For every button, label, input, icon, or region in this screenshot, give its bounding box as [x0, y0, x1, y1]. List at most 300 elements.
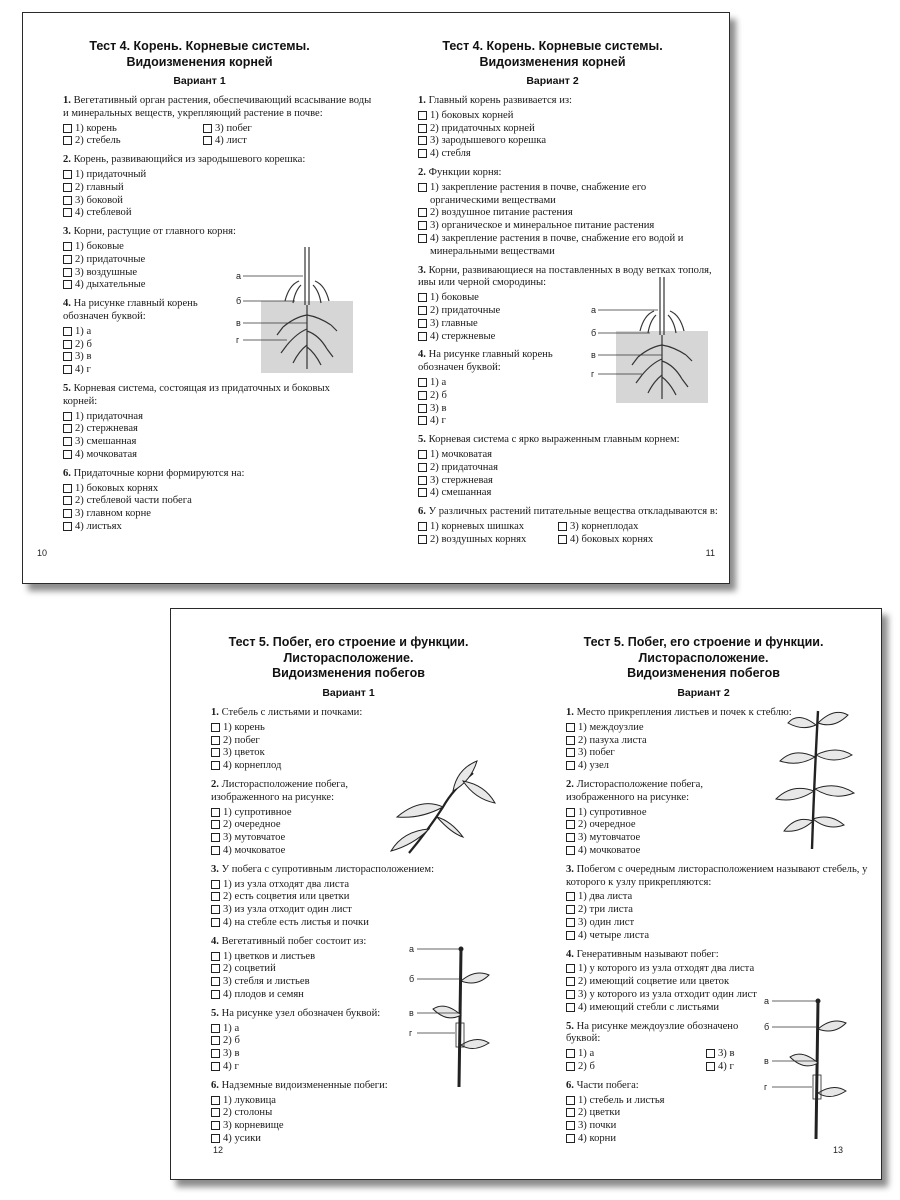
option-4[interactable]: 4) стеблевой [63, 207, 383, 220]
option-4[interactable]: 4) дыхательные [63, 279, 383, 292]
root-system-illustration [235, 245, 365, 375]
checkbox[interactable] [566, 736, 575, 745]
option-2[interactable]: 2) стебель [63, 135, 203, 148]
option-4[interactable]: 4) корни [566, 1133, 871, 1146]
question-number: 1. [418, 95, 426, 106]
option-3[interactable]: 3) в [211, 1048, 521, 1061]
option-3[interactable]: 3) органическое и минеральное питание растения [418, 220, 718, 233]
checkbox[interactable] [418, 234, 427, 243]
option-3[interactable]: 3) из узла отходит один лист [211, 904, 521, 917]
option-4[interactable]: 4) г [706, 1061, 846, 1074]
question-text: На рисунке главный корень обозначен буквой: [63, 298, 198, 322]
option-4[interactable]: 4) плодов и семян [211, 989, 521, 1002]
checkbox[interactable] [203, 124, 212, 133]
page-12 [171, 609, 526, 1179]
option-3[interactable]: 3) смешанная [63, 436, 383, 449]
question-number: 6. [63, 467, 71, 479]
title-line-2: Видоизменения корней [479, 54, 626, 69]
checkbox[interactable] [566, 748, 575, 757]
question-text: Главный корень развивается из: [428, 95, 572, 106]
option-4[interactable]: 4) на стебле есть листья и почки [211, 917, 521, 930]
question-6 [211, 1080, 521, 1146]
title-line-1: Тест 5. Побег, его строение и функции. [228, 635, 469, 649]
checkbox[interactable] [63, 509, 72, 518]
option-2[interactable]: 2) придаточных корней [418, 123, 718, 136]
checkbox[interactable] [418, 319, 427, 328]
checkbox[interactable] [211, 833, 220, 842]
option-1[interactable]: 1) боковые [418, 292, 718, 305]
checkbox[interactable] [566, 808, 575, 817]
checkbox[interactable] [211, 1096, 220, 1105]
checkbox[interactable] [63, 484, 72, 493]
question-6 [63, 468, 383, 534]
checkbox[interactable] [211, 748, 220, 757]
title-line-1: Тест 4. Корень. Корневые системы. [442, 39, 663, 53]
checkbox[interactable] [418, 183, 427, 192]
question-text: Функции корня: [428, 166, 502, 178]
shoot-opposite-leaves-illustration [768, 705, 858, 851]
page-11 [376, 13, 729, 583]
option-3[interactable]: 3) корневище [211, 1120, 521, 1133]
question-text: Вегетативный побег состоит из: [221, 935, 367, 947]
shoot-structure-illustration [762, 993, 880, 1141]
label-g: г [236, 335, 240, 345]
question-number: 6. [566, 1079, 574, 1091]
option-3[interactable]: 3) один лист [566, 917, 871, 930]
question-number: 2. [211, 778, 219, 790]
question-text: Листорасположение побега, изображенного на рисунке: [566, 778, 703, 803]
page-title [526, 635, 881, 682]
checkbox[interactable] [211, 1108, 220, 1117]
option-1[interactable]: 1) а [566, 1048, 706, 1061]
checkbox[interactable] [706, 1049, 715, 1058]
question-text: Корневая система, состоящая из придаточных и боковых корней: [63, 382, 330, 407]
option-2[interactable]: 2) б [211, 1035, 521, 1048]
label-g: г [764, 1082, 768, 1092]
option-4[interactable]: 4) четыре листа [566, 930, 871, 943]
checkbox[interactable] [211, 1024, 220, 1033]
option-2[interactable]: 2) придаточные [418, 305, 718, 318]
option-1[interactable]: 1) цветков и листьев [211, 951, 521, 964]
checkbox[interactable] [418, 111, 427, 120]
checkbox[interactable] [558, 522, 567, 531]
option-1[interactable]: 1) корень [211, 722, 521, 735]
option-1[interactable]: 1) придаточный [63, 169, 383, 182]
checkbox[interactable] [418, 136, 427, 145]
option-4[interactable]: 4) г [211, 1061, 521, 1074]
option-1[interactable]: 1) супротивное [566, 807, 871, 820]
question-2 [63, 154, 383, 220]
checkbox[interactable] [566, 905, 575, 914]
variant-label: Вариант 1 [322, 687, 375, 699]
checkbox[interactable] [418, 416, 427, 425]
option-1[interactable]: 1) два листа [566, 891, 871, 904]
checkbox[interactable] [418, 404, 427, 413]
option-3[interactable]: 3) побег [203, 123, 343, 136]
option-1[interactable]: 1) стебель и листья [566, 1095, 871, 1108]
page-number: 11 [705, 548, 715, 558]
variant-label: Вариант 2 [677, 687, 730, 699]
question-text: Части побега: [576, 1079, 639, 1091]
option-4[interactable]: 4) мочковатое [211, 845, 521, 858]
option-2[interactable]: 2) имеющий соцветие или цветок [566, 976, 871, 989]
label-b: б [764, 1022, 770, 1032]
option-3[interactable]: 3) побег [566, 747, 871, 760]
shoot-alternate-leaves-illustration [381, 759, 501, 859]
page-10 [23, 13, 376, 583]
option-1[interactable]: 1) мочковатая [418, 449, 718, 462]
option-1[interactable]: 1) луковица [211, 1095, 521, 1108]
question-6 [418, 506, 718, 546]
checkbox[interactable] [706, 1062, 715, 1071]
checkbox[interactable] [418, 332, 427, 341]
question-text: На рисунке узел обозначен буквой: [221, 1007, 381, 1019]
option-1[interactable]: 1) корень [63, 123, 203, 136]
checkbox[interactable] [418, 124, 427, 133]
option-2[interactable]: 2) соцветий [211, 963, 521, 976]
checkbox[interactable] [566, 846, 575, 855]
page-number: 12 [213, 1145, 224, 1155]
option-4[interactable]: 4) стержневые [418, 331, 718, 344]
checkbox[interactable] [63, 242, 72, 251]
checkbox[interactable] [566, 931, 575, 940]
title-line-2: Листорасположение. [283, 650, 414, 665]
option-2[interactable]: 2) столоны [211, 1107, 521, 1120]
options [418, 521, 718, 547]
checkbox[interactable] [418, 463, 427, 472]
option-2[interactable]: 2) очередное [566, 819, 871, 832]
checkbox[interactable] [203, 136, 212, 145]
option-4[interactable]: 4) узел [566, 760, 871, 773]
page-number: 13 [832, 1145, 843, 1155]
label-b: б [409, 974, 415, 984]
checkbox[interactable] [211, 1036, 220, 1045]
checkbox[interactable] [566, 977, 575, 986]
label-b: б [591, 328, 597, 338]
checkbox[interactable] [211, 736, 220, 745]
checkbox[interactable] [211, 1049, 220, 1058]
page-title [171, 635, 526, 682]
option-3[interactable]: 3) мутовчатое [566, 832, 871, 845]
question-number: 5. [63, 382, 71, 394]
question-number: 3. [211, 863, 219, 875]
option-1[interactable]: 1) из узла отходят два листа [211, 879, 521, 892]
option-1[interactable]: 1) а [63, 326, 383, 339]
checkbox[interactable] [418, 378, 427, 387]
checkbox[interactable] [63, 136, 72, 145]
checkbox[interactable] [211, 808, 220, 817]
checkbox[interactable] [418, 522, 427, 531]
question-number: 3. [418, 264, 426, 276]
title-line-1: Тест 5. Побег, его строение и функции. [583, 635, 824, 649]
question-number: 2. [63, 154, 71, 166]
label-v: в [236, 318, 241, 328]
variant-label: Вариант 1 [173, 75, 226, 87]
question-5 [63, 383, 383, 462]
checkbox[interactable] [418, 208, 427, 217]
option-3[interactable]: 3) главные [418, 318, 718, 331]
option-3[interactable]: 3) цветок [211, 747, 521, 760]
checkbox[interactable] [211, 892, 220, 901]
checkbox[interactable] [63, 412, 72, 421]
checkbox[interactable] [418, 488, 427, 497]
option-4[interactable]: 4) мочковатая [63, 449, 383, 462]
title-line-3: Видоизменения побегов [272, 666, 425, 680]
checkbox[interactable] [211, 820, 220, 829]
variant-label: Вариант 2 [526, 75, 579, 87]
label-a: а [236, 271, 242, 281]
checkbox[interactable] [418, 450, 427, 459]
option-2[interactable]: 2) очередное [211, 819, 521, 832]
option-4[interactable]: 4) мочковатое [566, 845, 871, 858]
checkbox[interactable] [211, 761, 220, 770]
checkbox[interactable] [211, 905, 220, 914]
question-3 [566, 864, 871, 943]
question-number: 6. [418, 506, 426, 518]
checkbox[interactable] [63, 340, 72, 349]
checkbox[interactable] [63, 124, 72, 133]
checkbox[interactable] [566, 833, 575, 842]
question-text: У побега с супротивным листорасположением: [221, 863, 435, 875]
option-3[interactable]: 3) корнеплодах [558, 521, 698, 534]
option-3[interactable]: 3) воздушные [63, 267, 383, 280]
checkbox[interactable] [63, 450, 72, 459]
option-1[interactable]: 1) супротивное [211, 807, 521, 820]
label-b: б [236, 296, 242, 306]
option-3[interactable]: 3) главном корне [63, 508, 383, 521]
question-text: Вегетативный орган растения, обеспечивающий всасывание воды и минеральных веществ, укрепляющий растение в почве: [63, 95, 372, 119]
checkbox[interactable] [63, 208, 72, 217]
option-4[interactable]: 4) стебля [418, 148, 718, 161]
option-2[interactable]: 2) три листа [566, 904, 871, 917]
option-4[interactable]: 4) усики [211, 1133, 521, 1146]
option-3[interactable]: 3) у которого из узла отходит один лист [566, 989, 871, 1002]
title-line-3: Видоизменения побегов [627, 666, 780, 680]
checkbox[interactable] [566, 1134, 575, 1143]
spread-test-4 [22, 12, 730, 584]
question-number: 5. [211, 1007, 219, 1019]
checkbox[interactable] [63, 365, 72, 374]
shoot-structure-illustration [407, 941, 527, 1089]
label-a: а [764, 996, 770, 1006]
checkbox[interactable] [418, 391, 427, 400]
option-2[interactable]: 2) главный [63, 182, 383, 195]
option-2[interactable]: 2) воздушное питание растения [418, 207, 718, 220]
option-3[interactable]: 3) стержневая [418, 475, 718, 488]
page-13 [526, 609, 881, 1179]
checkbox[interactable] [418, 149, 427, 158]
option-3[interactable]: 3) стебля и листьев [211, 976, 521, 989]
question-number: 2. [418, 166, 426, 178]
options [63, 123, 383, 149]
question-number: 1. [566, 707, 574, 718]
checkbox[interactable] [566, 1062, 575, 1071]
option-1[interactable]: 1) а [418, 377, 718, 390]
option-3[interactable]: 3) в [418, 403, 718, 416]
question-text: Место прикрепления листьев и почек к стеблю: [576, 707, 792, 718]
spread-test-5 [170, 608, 882, 1180]
option-4[interactable]: 4) г [63, 364, 383, 377]
checkbox[interactable] [63, 522, 72, 531]
question-number: 6. [211, 1079, 219, 1091]
option-4[interactable]: 4) г [418, 415, 718, 428]
label-v: в [409, 1008, 414, 1018]
option-1[interactable]: 1) у которого из узла отходят два листа [566, 963, 871, 976]
label-a: а [409, 944, 415, 954]
checkbox[interactable] [63, 196, 72, 205]
question-text: Корень, развивающийся из зародышевого корешка: [73, 154, 306, 166]
root-system-illustration [590, 275, 720, 405]
page-number: 10 [37, 548, 48, 558]
option-4[interactable]: 4) корнеплод [211, 760, 521, 773]
question-2 [418, 167, 718, 259]
checkbox[interactable] [63, 255, 72, 264]
option-2[interactable]: 2) б [63, 339, 383, 352]
checkbox[interactable] [211, 918, 220, 927]
question-text: На рисунке главный корень обозначен буквой: [418, 349, 553, 374]
option-2[interactable]: 2) побег [211, 735, 521, 748]
question-number: 1. [211, 707, 219, 718]
question-5 [418, 434, 718, 500]
option-1[interactable]: 1) боковые [63, 241, 383, 254]
question-number: 4. [418, 349, 426, 361]
question-text: Корни, развивающиеся на поставленных в воду ветках тополя, ивы или черной смородины: [418, 264, 712, 289]
option-2[interactable]: 2) стеблевой части побега [63, 495, 383, 508]
checkbox[interactable] [211, 1121, 220, 1130]
option-1[interactable]: 1) междоузлие [566, 722, 871, 735]
title-line-2: Листорасположение. [638, 650, 769, 665]
checkbox[interactable] [211, 1062, 220, 1071]
checkbox[interactable] [566, 964, 575, 973]
option-1[interactable]: 1) боковых корнях [63, 483, 383, 496]
checkbox[interactable] [566, 990, 575, 999]
checkbox[interactable] [566, 820, 575, 829]
question-1 [418, 95, 718, 161]
option-2[interactable]: 2) пазуха листа [566, 735, 871, 748]
question-number: 4. [566, 948, 574, 960]
checkbox[interactable] [418, 306, 427, 315]
question-text: Корни, растущие от главного корня: [73, 226, 236, 238]
option-4[interactable]: 4) имеющий стебли с листьями [566, 1002, 871, 1015]
option-4[interactable]: 4) закрепление растения в почве, снабжение его водой и минеральными веществами [418, 233, 708, 259]
label-g: г [409, 1028, 413, 1038]
page-title [376, 39, 729, 70]
option-2[interactable]: 2) придаточные [63, 254, 383, 267]
checkbox[interactable] [558, 535, 567, 544]
option-1[interactable]: 1) закрепление растения в почве, снабжение его органическими веществами [418, 182, 698, 208]
question-text: Стебель с листьями и почками: [221, 707, 363, 718]
question-number: 4. [63, 298, 71, 310]
question-number: 2. [566, 778, 574, 790]
checkbox[interactable] [566, 723, 575, 732]
option-3[interactable]: 3) зародышевого корешка [418, 135, 718, 148]
option-3[interactable]: 3) мутовчатое [211, 832, 521, 845]
checkbox[interactable] [566, 892, 575, 901]
checkbox[interactable] [566, 1049, 575, 1058]
question-text: Листорасположение побега, изображенного на рисунке: [211, 778, 348, 803]
question-text: Генеративным называют побег: [576, 948, 719, 960]
checkbox[interactable] [566, 1108, 575, 1117]
question-text: У различных растений питательные вещества откладываются в: [428, 506, 718, 518]
checkbox[interactable] [418, 476, 427, 485]
label-v: в [764, 1056, 769, 1066]
checkbox[interactable] [63, 424, 72, 433]
question-number: 3. [63, 226, 71, 238]
option-3[interactable]: 3) в [706, 1048, 846, 1061]
checkbox[interactable] [566, 918, 575, 927]
question-text: Побегом с очередным листорасположением называют стебель, у которого к узлу прикрепляются: [566, 863, 868, 888]
question-number: 5. [418, 434, 426, 446]
option-4[interactable]: 4) лист [203, 135, 343, 148]
checkbox[interactable] [63, 327, 72, 336]
checkbox[interactable] [63, 183, 72, 192]
checkbox[interactable] [211, 880, 220, 889]
option-4[interactable]: 4) смешанная [418, 487, 718, 500]
checkbox[interactable] [566, 1003, 575, 1012]
title-line-2: Видоизменения корней [126, 54, 273, 69]
checkbox[interactable] [566, 1096, 575, 1105]
question-1 [63, 95, 383, 148]
option-2[interactable]: 2) цветки [566, 1107, 871, 1120]
question-text: Корневая система с ярко выраженным главным корнем: [428, 434, 680, 446]
question-number: 5. [566, 1020, 574, 1032]
checkbox[interactable] [63, 437, 72, 446]
checkbox[interactable] [63, 280, 72, 289]
option-4[interactable]: 4) листьях [63, 521, 383, 534]
checkbox[interactable] [63, 268, 72, 277]
checkbox[interactable] [566, 761, 575, 770]
label-v: в [591, 350, 596, 360]
checkbox[interactable] [211, 990, 220, 999]
option-2[interactable]: 2) воздушных корнях [418, 534, 558, 547]
option-1[interactable]: 1) корневых шишках [418, 521, 558, 534]
option-2[interactable]: 2) придаточная [418, 462, 718, 475]
checkbox[interactable] [211, 964, 220, 973]
checkbox[interactable] [418, 535, 427, 544]
option-2[interactable]: 2) б [566, 1061, 706, 1074]
question-text: Надземные видоизмененные побеги: [221, 1079, 388, 1091]
option-1[interactable]: 1) боковых корней [418, 110, 718, 123]
option-3[interactable]: 3) почки [566, 1120, 871, 1133]
option-3[interactable]: 3) в [63, 351, 383, 364]
checkbox[interactable] [63, 352, 72, 361]
option-1[interactable]: 1) придаточная [63, 411, 383, 424]
question-text: На рисунке междоузлие обозначено буквой: [566, 1020, 739, 1045]
checkbox[interactable] [63, 170, 72, 179]
label-a: а [591, 305, 597, 315]
checkbox[interactable] [418, 221, 427, 230]
checkbox[interactable] [418, 293, 427, 302]
option-2[interactable]: 2) стержневая [63, 423, 383, 436]
question-number: 4. [211, 935, 219, 947]
checkbox[interactable] [211, 952, 220, 961]
option-4[interactable]: 4) боковых корнях [558, 534, 698, 547]
checkbox[interactable] [63, 496, 72, 505]
checkbox[interactable] [211, 846, 220, 855]
option-2[interactable]: 2) есть соцветия или цветки [211, 891, 521, 904]
checkbox[interactable] [211, 1134, 220, 1143]
page-title [23, 39, 376, 70]
option-2[interactable]: 2) б [418, 390, 718, 403]
checkbox[interactable] [566, 1121, 575, 1130]
question-number: 1. [63, 95, 71, 106]
option-3[interactable]: 3) боковой [63, 195, 383, 208]
title-line-1: Тест 4. Корень. Корневые системы. [89, 39, 310, 53]
option-1[interactable]: 1) а [211, 1023, 521, 1036]
question-number: 3. [566, 863, 574, 875]
checkbox[interactable] [211, 723, 220, 732]
checkbox[interactable] [211, 977, 220, 986]
